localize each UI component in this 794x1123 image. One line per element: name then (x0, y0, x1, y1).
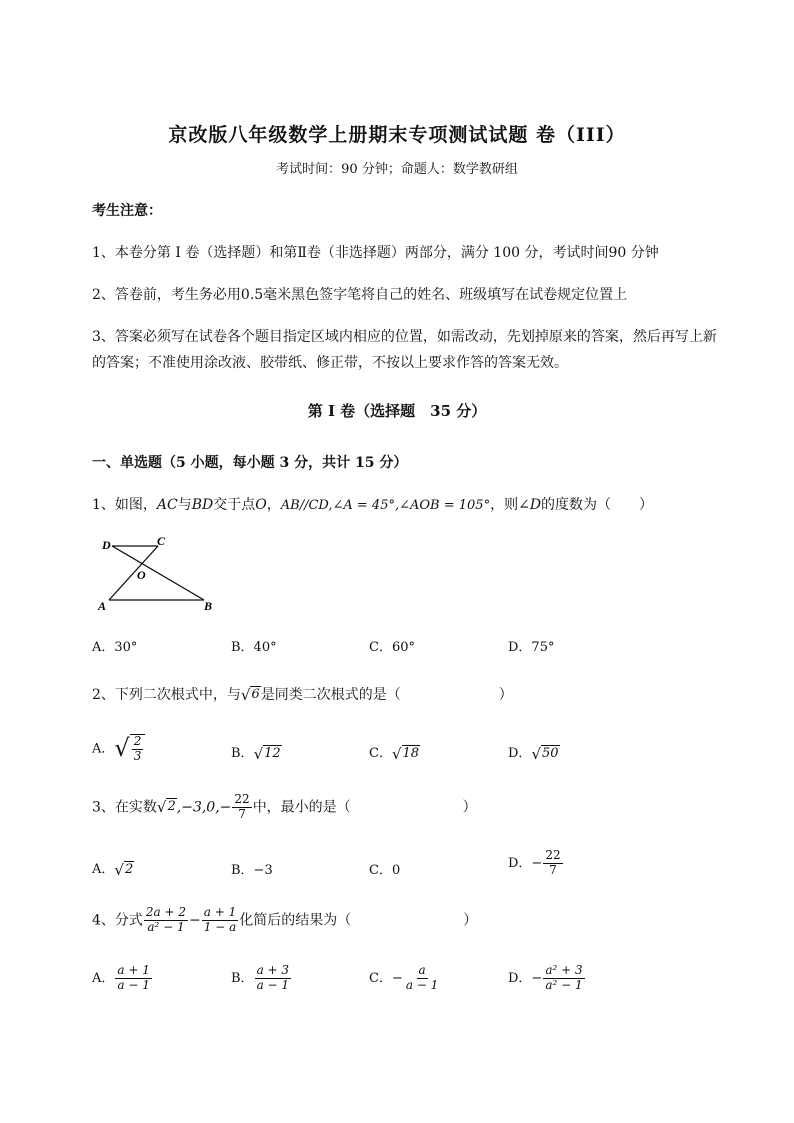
page-title: 京改版八年级数学上册期末专项测试试题 卷（III） (168, 124, 626, 146)
q2-suffix: 是同类二次根式的是（ ） (260, 687, 513, 703)
q1-tail: ，则∠ (490, 497, 530, 513)
q3-option-b[interactable]: B．−3 (231, 863, 273, 878)
q4-suffix: 化简后的结果为（ ） (239, 912, 478, 929)
q1-yu: 与 (177, 497, 192, 513)
notice-item-2: 2、答卷前，考生务必用0.5毫米黑色签字笔将自己的姓名、班级填写在试卷规定位置上 (92, 287, 628, 303)
question-2 (92, 684, 513, 704)
q2-option-b[interactable]: B． √ 12 (231, 744, 281, 763)
q1-jiao: 交于点 (213, 497, 256, 513)
q4-option-a[interactable]: A． $\frac{a + 1}{a - 1}$ (92, 963, 150, 992)
notice-item-1: 1、本卷分第 I 卷（选择题）和第Ⅱ卷（非选择题）两部分，满分 100 分，考试时间90 分钟 (92, 245, 659, 261)
q4-prefix: 4、分式 (92, 912, 143, 929)
q2-option-a[interactable]: A． √ $\frac{2}{3}$ (92, 734, 145, 764)
exam-info: 考试时间：90 分钟；命题人：数学教研组 (276, 162, 518, 177)
q2-option-c[interactable]: C． √ 18 (369, 744, 420, 763)
q1-condition: AB//CD,∠A = 45°,∠AOB = 105° (280, 498, 491, 513)
q1-option-a[interactable]: A．30° (92, 640, 138, 655)
q1-comma: ， (266, 497, 281, 513)
q1-o: O (255, 497, 267, 513)
q1-end: 的度数为（ ） (541, 497, 654, 513)
q3-option-a[interactable]: A． √ 2 (92, 860, 134, 879)
label-o: O (137, 568, 146, 582)
notice-item-3-line-2: 的答案；不准使用涂改液、胶带纸、修正带，不按以上要求作答的答案无效。 (92, 355, 568, 371)
q1-bd: BD (191, 497, 214, 513)
notice-item-3-line-1: 3、答案必须写在试卷各个题目指定区域内相应的位置，如需改动，先划掉原来的答案，然后再写上新 (92, 329, 717, 345)
part-heading: 一、单选题（5 小题，每小题 3 分，共计 15 分） (92, 455, 408, 471)
q4-option-b[interactable]: B． $\frac{a + 3}{a - 1}$ (231, 963, 290, 992)
question-3: 3、在实数 √ 2 ,−3,0,− $\frac{22}{7}$ 中，最小的是（ ） (92, 792, 477, 821)
line-db (112, 546, 204, 600)
question-1 (92, 494, 653, 514)
label-c: C (157, 534, 166, 548)
label-a: A (98, 599, 107, 613)
q2-prefix: 2、下列二次根式中，与 (92, 687, 241, 703)
q1-d: D (529, 497, 542, 513)
q1-ac: AC (156, 497, 178, 513)
line-ac (109, 546, 158, 600)
q3-suffix: 中，最小的是（ ） (252, 799, 477, 816)
section-title: 第 I 卷（选择题 35 分） (307, 402, 487, 420)
q2-option-d[interactable]: D． √ 50 (508, 744, 559, 763)
q4-option-d[interactable]: D．− $\frac{\text{a² + 3}}{\text{a² − 1}}$ (508, 963, 583, 992)
q1-prefix: 1、如图， (92, 497, 157, 513)
q3-prefix: 3、在实数 (92, 799, 157, 816)
q3-option-c[interactable]: C．0 (369, 863, 401, 878)
q3-option-d[interactable]: D．− $\frac{22}{7}$ (508, 848, 561, 877)
q2-sqrt: √ 6 (240, 686, 260, 704)
label-b: B (204, 599, 213, 613)
notice-heading: 考生注意： (92, 203, 162, 219)
label-d: D (102, 538, 111, 552)
q1-option-b[interactable]: B．40° (231, 640, 277, 655)
question-4: 4、分式 $\frac{2a + 2}{\text{a² − 1}}$ − $\frac{a + 1}{1 - a}$ 化简后的结果为（ ） (92, 905, 478, 934)
q1-option-c[interactable]: C．60° (369, 640, 415, 655)
q4-option-c[interactable]: C．− $\frac{a}{a - 1}$ (369, 963, 439, 992)
q1-figure (96, 532, 226, 614)
q1-option-d[interactable]: D．75° (508, 640, 555, 655)
